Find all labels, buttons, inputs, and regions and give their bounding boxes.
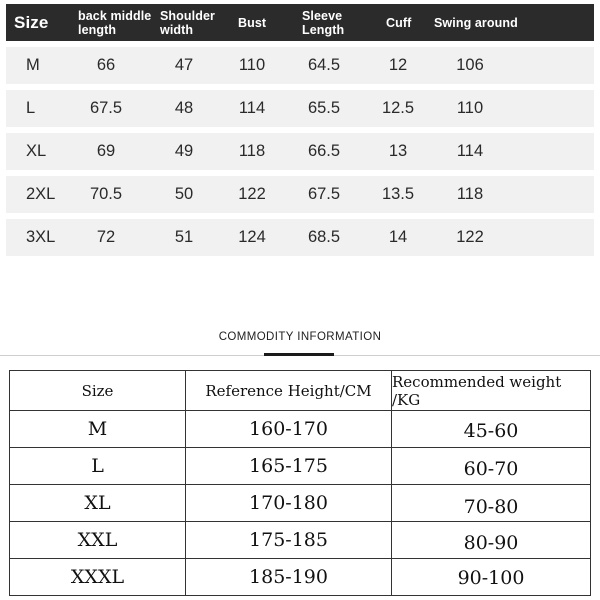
cell-back-middle-length: 72 <box>96 228 116 246</box>
size-chart-row <box>6 176 594 213</box>
reference-cell-weight: 80-90 <box>463 532 519 554</box>
cell-size: L <box>26 99 36 117</box>
reference-cell-height: 160-170 <box>249 418 328 440</box>
header-shoulder-width <box>160 4 215 41</box>
reference-cell-weight: 45-60 <box>463 420 519 442</box>
cell-sleeve-length: 68.5 <box>307 228 341 246</box>
header-swing-around: Swing around <box>434 15 518 30</box>
cell-cuff: 14 <box>388 228 408 246</box>
reference-cell-weight: 70-80 <box>463 496 519 518</box>
header-back-middle-length-line1: back middle <box>78 8 152 23</box>
commodity-information-title: COMMODITY INFORMATION <box>218 331 382 343</box>
cell-size: 2XL <box>26 185 56 203</box>
reference-cell-weight: 60-70 <box>463 458 519 480</box>
cell-cuff: 12 <box>388 56 408 74</box>
cell-cuff: 12.5 <box>381 99 415 117</box>
size-chart-row <box>6 90 594 127</box>
cell-bust: 114 <box>238 99 266 117</box>
size-chart-header-row <box>6 4 594 41</box>
header-sleeve-length-line2: Length <box>302 22 345 37</box>
cell-cuff: 13.5 <box>381 185 415 203</box>
cell-size: M <box>26 56 40 74</box>
header-sleeve-length <box>302 4 344 41</box>
size-chart-row <box>6 133 594 170</box>
reference-cell-size: XXL <box>77 529 118 551</box>
header-sleeve-length-line1: Sleeve <box>302 8 343 23</box>
cell-sleeve-length: 67.5 <box>307 185 341 203</box>
cell-shoulder-width: 49 <box>174 142 194 160</box>
cell-sleeve-length: 65.5 <box>307 99 341 117</box>
cell-swing-around: 122 <box>456 228 484 246</box>
cell-sleeve-length: 66.5 <box>307 142 341 160</box>
cell-back-middle-length: 66 <box>96 56 116 74</box>
reference-size-table <box>9 370 591 596</box>
reference-header-weight: Recommended weight /KG <box>392 372 562 409</box>
cell-back-middle-length: 67.5 <box>89 99 123 117</box>
reference-cell-height: 165-175 <box>249 455 328 477</box>
cell-swing-around: 110 <box>456 99 484 117</box>
cell-shoulder-width: 48 <box>174 99 194 117</box>
reference-cell-height: 170-180 <box>249 492 328 514</box>
header-shoulder-width-line2: width <box>160 22 194 37</box>
cell-sleeve-length: 64.5 <box>307 56 341 74</box>
size-chart-table <box>6 4 594 255</box>
header-bust: Bust <box>238 15 267 30</box>
header-cuff: Cuff <box>386 15 412 30</box>
reference-cell-size: XL <box>84 492 111 514</box>
cell-swing-around: 114 <box>456 142 484 160</box>
reference-cell-size: L <box>91 455 104 477</box>
cell-bust: 124 <box>238 228 266 246</box>
reference-header-size: Size <box>81 381 114 400</box>
cell-cuff: 13 <box>388 142 408 160</box>
cell-swing-around: 106 <box>456 56 484 74</box>
cell-size: XL <box>26 142 47 160</box>
size-chart-row <box>6 219 594 256</box>
cell-size: 3XL <box>26 228 56 246</box>
reference-cell-height: 175-185 <box>249 529 328 551</box>
reference-header-height: Reference Height/CM <box>205 381 372 400</box>
title-underline <box>264 353 334 356</box>
cell-shoulder-width: 50 <box>174 185 194 203</box>
cell-bust: 110 <box>238 56 266 74</box>
cell-swing-around: 118 <box>456 185 484 203</box>
cell-shoulder-width: 47 <box>174 56 194 74</box>
header-back-middle-length-line2: length <box>78 22 117 37</box>
cell-shoulder-width: 51 <box>174 228 194 246</box>
cell-back-middle-length: 69 <box>96 142 116 160</box>
reference-cell-height: 185-190 <box>249 566 328 588</box>
size-chart-row <box>6 47 594 84</box>
header-back-middle-length <box>78 4 151 41</box>
reference-cell-size: M <box>87 418 108 440</box>
header-shoulder-width-line1: Shoulder <box>160 8 215 23</box>
reference-cell-size: XXXL <box>70 566 125 588</box>
cell-back-middle-length: 70.5 <box>89 185 123 203</box>
cell-bust: 118 <box>238 142 266 160</box>
header-size: Size <box>14 12 49 32</box>
cell-bust: 122 <box>238 185 266 203</box>
reference-cell-weight: 90-100 <box>457 567 525 589</box>
